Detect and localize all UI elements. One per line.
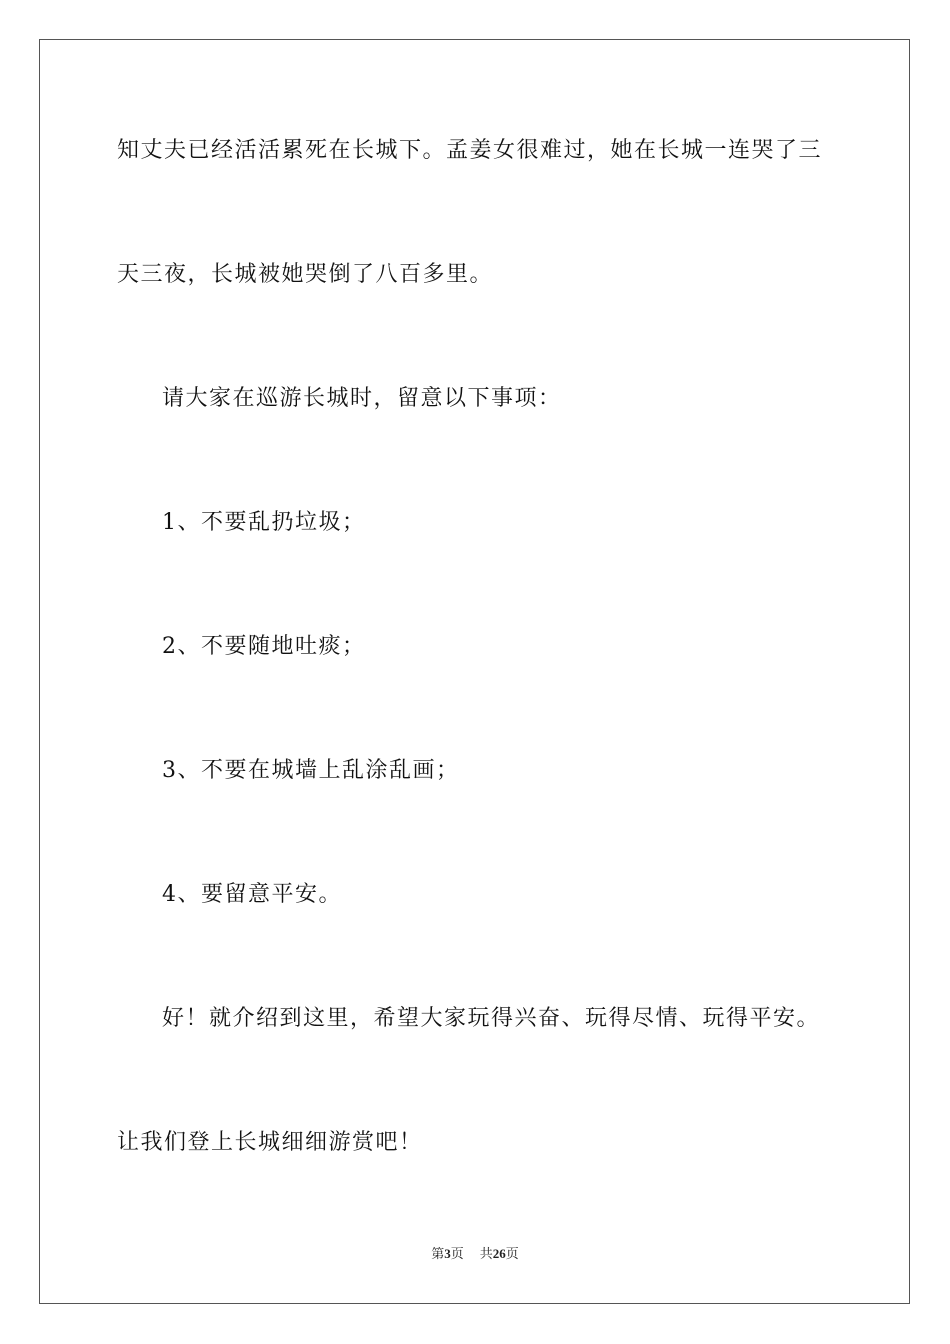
page-border xyxy=(39,39,910,1304)
page-suffix: 页 xyxy=(450,1247,464,1262)
paragraph-line-1: 知丈夫已经活活累死在长城下。孟姜女很难过，她在长城一连哭了三 xyxy=(117,138,823,163)
notice-intro: 请大家在巡游长城时，留意以下事项： xyxy=(162,386,562,411)
notice-item-1: 1、不要乱扔垃圾； xyxy=(162,510,366,535)
closing-line: 让我们登上长城细细游赏吧！ xyxy=(117,1130,423,1155)
notice-item-4: 4、要留意平安。 xyxy=(162,882,342,907)
total-suffix: 页 xyxy=(505,1247,519,1262)
paragraph-line-2: 天三夜，长城被她哭倒了八百多里。 xyxy=(117,262,494,287)
total-pages: 26 xyxy=(492,1246,506,1261)
closing-paragraph: 好！就介绍到这里，希望大家玩得兴奋、玩得尽情、玩得平安。 xyxy=(162,1006,821,1031)
notice-item-3: 3、不要在城墙上乱涂乱画； xyxy=(162,758,460,783)
page-number: 3 xyxy=(444,1246,451,1261)
total-prefix: 共 xyxy=(479,1247,493,1262)
page-footer xyxy=(0,1245,950,1264)
notice-item-2: 2、不要随地吐痰； xyxy=(162,634,366,659)
page-prefix: 第 xyxy=(431,1247,445,1262)
